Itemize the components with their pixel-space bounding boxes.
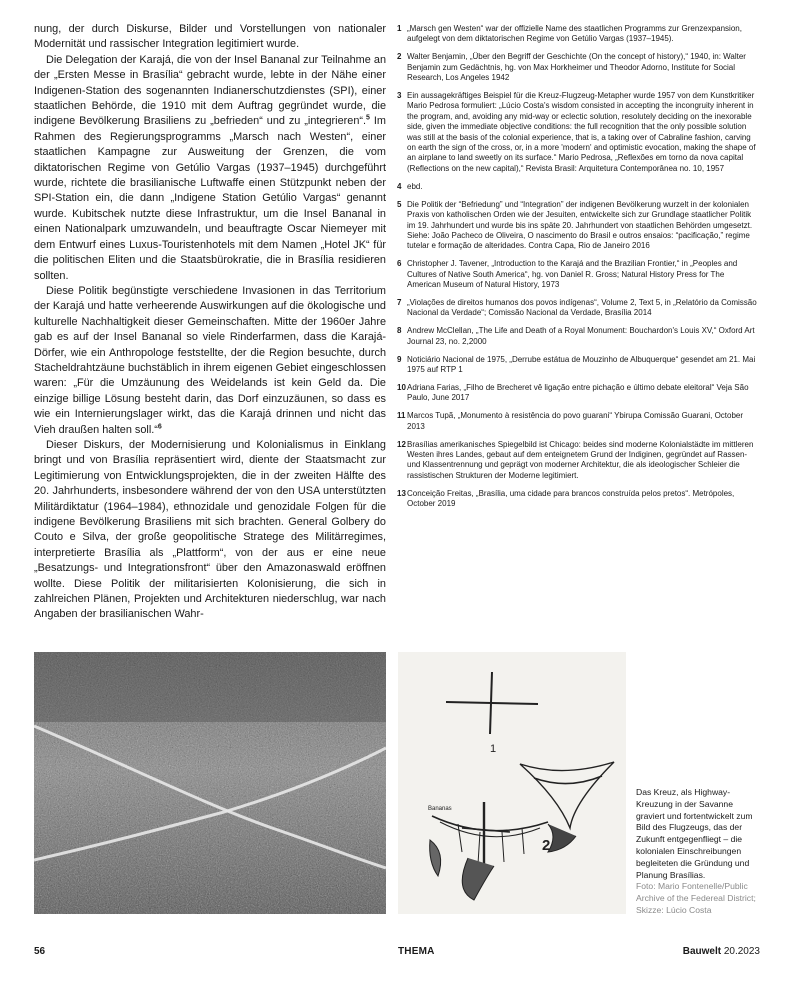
footnote-item: 3 Ein aussagekräftiges Beispiel für die Kreuz-Flugzeug-Metapher wurde 1957 von dem Kunstkritiker Mario Pedrosa formuliert: „Lúcio Costa's wisdom consisted in accepting the incongruity inherent in the program, and, avoiding any mid-way or eclectic solution, resolutely deciding on the inexorable side, given the immediate objective conditions: the full recognition that the only possible solution was still at the basis of the colonial experience, that is, a taking over of Cabraline fashion, carving on earth the sign of the cross, or, in a more 'modern' and optimistic evocation, making the shape of an airplane to land sweetly on its surface.“ Mario Pedrosa, „Reflexões em torno da nova capital (Reflections on the new capital),“ Revista Brasil: Arquitetura Contemporânea no. 10, 1957 <box>397 91 756 173</box>
photo-credit: Foto: Mario Fontenelle/Public Archive of the Federeal District; Skizze: Lúcio Costa <box>636 881 756 915</box>
footnote-ref-5[interactable]: 5 <box>366 114 370 122</box>
footnote-ref-6[interactable]: 6 <box>157 422 162 430</box>
footnote-item: 7 „Violações de direitos humanos dos povos indígenas“, Volume 2, Text 5, in „Relatório da Comissão Nacional da Verdade“; Comissão Nacional da Verdade, Brasília 2014 <box>397 297 757 318</box>
aerial-photo-highway-cross <box>34 652 386 914</box>
sketch-label-1: 1 <box>490 743 497 755</box>
footnote-item: 13 Conceição Freitas, „Brasília, uma cidade para brancos construída pelos pretos“. Metrópoles, October 2019 <box>397 488 735 509</box>
paragraph-4: Dieser Diskurs, der Modernisierung und Kolonialismus in Einklang bringt und von Brasília repräsentiert wird, diente der Staatsmacht zur Legitimierung von Entwicklungsprojekten, die in der zweiten Hälfte des 20. Jahrhunderts, insbesondere während der von den USA unterstützten Militärdiktatur (1964–1984), ethnozidale und genozidale Folgen für die indigene Bevölkerung Brasiliens mit sich brachten. General Golbery do Couto e Silva, der große geopolitische Stratege des Militärregimes, interpretierte Brasília als „Plattform“, von der aus er eine neue „Besatzungs- und Integrationsfront“ über den Amazonaswald eröffnen wollte. Diese Politik der militarisierten Kolonisierung, die sich in zahlreichen Plänen, Projekten und Architekturen niederschlug, war nach Angaben der brasilianischen Wahr- <box>34 438 386 621</box>
footnote-item: 2 Walter Benjamin, „Über den Begriff der Geschichte (On the concept of history),“ 1940, in: Walter Benjamin zum Gedächtnis, hg. von Max Horkheimer und Theodor Adorno, Institute for Social Research, Los Angeles 1942 <box>397 52 746 83</box>
aerial-photo-graphic <box>34 652 386 914</box>
footnotes-column <box>397 24 759 517</box>
footnote-item: 8 Andrew McClellan, „The Life and Death of a Royal Monument: Bouchardon's Louis XV,“ Oxford Art Journal 23, no. 2,2000 <box>397 326 755 346</box>
magazine-issue: Bauwelt 20.2023 <box>682 946 760 957</box>
footnote-item: 5 Die Politik der “Befriedung” und “Integration” der indigenen Bevölkerung wurzelt in der kolonialen Praxis von katholischen Orden wie der Jesuiten, entwickelte sich zur Grundlage staatlicher Politik im 19. Jahrhundert und wurde bis ins späte 20. Jahrhundert von staatlichen Behörden umgesetzt. Siehe: João Pacheco de Oliveira, O nascimento do Brasil e outros ensaios: “pacificação,” regime tutelar e formação de alteridades. Contra Capa, Rio de Janeiro 2016 <box>397 199 753 251</box>
sketch-label-bananas: Bananas <box>428 806 452 812</box>
footnote-item: 12 Brasílias amerikanisches Spiegelbild ist Chicago: beides sind moderne Kolonialstädte im mittleren Westen ihres Landes, gebaut auf dem enteignetem Grund der Indiginen, gegründet auf Rassen- und Klassentrennung und geprägt von moderner Architektur, die als ideologischer Schleier die rassistischen Strukturen der Moderne legitimiert. <box>397 439 754 480</box>
paragraph-3: Diese Politik begünstigte verschiedene Invasionen in das Territorium der Karajá und hatte verheerende Auswirkungen auf die ökologische und kulturelle Nachhaltigkeit dieser Gemeinschaften. Mitte der 1960er Jahre gab es auf der Insel Bananal so viele Rinderfarmen, dass die Karajá-Dörfer, wie ein Anthropologe feststellte, der die Region besuchte, durch Stacheldrahtzäune buchstäblich in ihrem eigenen Gebiet eingeschlossen waren: „Für die Umzäunung des Weidelands ist kein Geld da. Die einzige billige Lösung besteht darin, das Dorf einzuzäunen, so dass es wie ein Internierungslager wirkt, das die Karajá drinnen und nicht das Vieh draußen halten soll.“$^6$ <box>34 284 386 436</box>
footnote-item: 4 ebd. <box>397 181 423 191</box>
footnote-item: 9 Noticiário Nacional de 1975, „Derrube estátua de Mouzinho de Albuquerque“ gesendet am 21. Mai 1975 auf RTP 1 <box>397 354 756 374</box>
footnote-item: 6 Christopher J. Tavener, „Introduction to the Karajá and the Brazilian Frontier,“ in „Peoples and Cultures of Native South America“, hg. von Daniel R. Gross; Natural History Press for The American Museum of Natural History, 1973 <box>397 259 738 290</box>
paragraph-2: Die Delegation der Karajá, die von der Insel Bananal zur Teilnahme an der „Ersten Messe in Brasília“ gebracht wurde, lebte in der Nähe einer Indigenen-Station des sogenannten Indianerschutzdienstes (SPI), einer staatlichen Behörde, die 1910 mit dem Auftrag gegründet wurde, die indigene Bevölkerung Brasiliens zu „befrieden“ und zu „integrieren“.$^5$ Im Rahmen des Regierungsprogramms „Marsch nach Westen“, einer staatlichen Kampagne zur Ausweitung der Grenzen, die vom diktatorischen Regime von Getúlio Vargas (1937–1945) durchgeführt wurde, richtete die brasilianische Luftwaffe einen Stützpunkt neben der SPI-Station ein, die dann „Indigene Station Getúlio Vargas“ genannt wurde. Kubitschek nutzte diese Infrastruktur, um die Insel Bananal in einen Nationalpark umzuwandeln, und beauftragte Oscar Niemeyer mit dem Entwurf eines Luxus-Touristenhotels mit dem Namen „Hotel JK“ für die politischen Eliten und die Staatsbürokratie, die in Brasília residieren sollten. <box>34 53 386 282</box>
sketch-label-2: 2 <box>542 837 551 854</box>
page-number: 56 <box>34 946 46 957</box>
lucio-costa-sketch <box>398 652 626 914</box>
sketch-graphic <box>398 652 626 914</box>
footnote-item: 11 Marcos Tupã, „Monumento à resistência do povo guarani“ Ybirupa Comissão Guarani, October 2013 <box>397 411 744 431</box>
section-label: THEMA <box>398 946 435 957</box>
footnote-item: 1 „Marsch gen Westen“ war der offizielle Name des staatlichen Programms zur Grenzexpansion, aufgelegt von dem diktatorischen Regime von Getúlio Vargas (1937–1945). <box>397 24 742 44</box>
paragraph-1: nung, der durch Diskurse, Bilder und Vorstellungen von nationaler Modernität und rassischer Integration legitimiert wurde. <box>34 23 386 51</box>
image-caption: Das Kreuz, als Highway-Kreuzung in der Savanne graviert und fortentwickelt zum Bild des Flugzeugs, das der Zukunft entgegenfliegt – die kolonialen Einschreibungen begleiteten die Gründung und Planung Brasílias. Foto: Mario Fontenelle/Public Archive of the Federeal District; Skizze: Lúcio Costa <box>636 787 756 915</box>
main-text-column <box>34 22 386 623</box>
footnote-item: 10 Adriana Farias, „Filho de Brecheret vê ligação entre pichação e último debate eleitoral“ Veja São Paulo, June 2017 <box>397 382 749 403</box>
